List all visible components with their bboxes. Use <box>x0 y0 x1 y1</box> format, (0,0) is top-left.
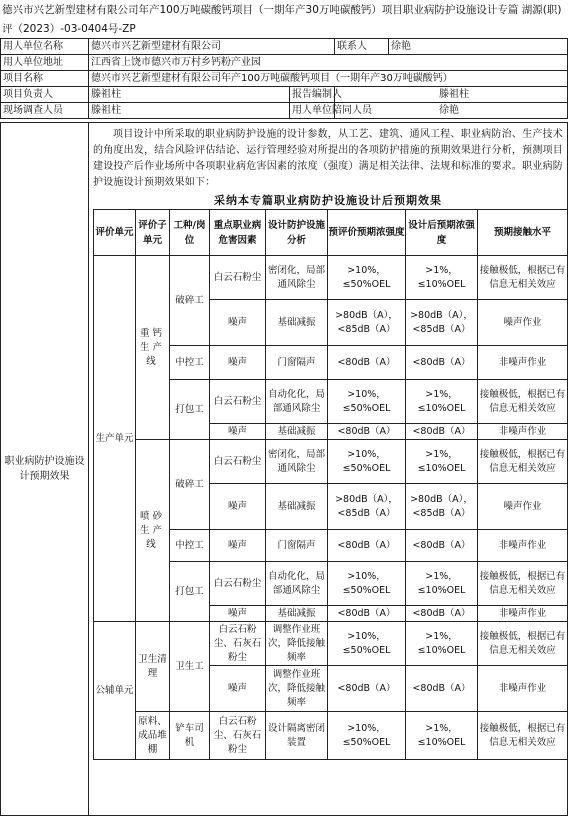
post-cell: <80dB（A） <box>406 530 478 562</box>
factor-cell: 白云石粉尘 <box>210 562 266 606</box>
measure-cell: 基础减振 <box>266 606 328 622</box>
job-pack: 打包工 <box>170 562 210 622</box>
measure-cell: 基础减振 <box>266 424 328 440</box>
manager-value: 滕祖柱 <box>89 87 290 102</box>
expected-effect-table <box>93 209 568 760</box>
level-cell: 接触极低，根据已有信息无相关效应 <box>478 256 568 300</box>
unit-production: 生产单元 <box>94 256 136 622</box>
post-cell: <80dB（A） <box>406 606 478 622</box>
header-factor: 重点职业病危害因素 <box>210 210 266 256</box>
effect-section <box>0 122 568 816</box>
level-cell: 接触极低，根据已有信息无相关效应 <box>478 712 568 760</box>
subunit-heavy: 重钙生产线 <box>136 256 170 440</box>
table-row <box>94 256 568 300</box>
project-value: 德兴市兴艺新型建材有限公司年产100万吨碳酸钙项目（一期年产30万吨碳酸钙） <box>89 71 568 87</box>
project-label: 项目名称 <box>1 71 89 87</box>
pre-cell: <80dB（A） <box>328 346 406 380</box>
post-cell: >1%，≤10%OEL <box>406 562 478 606</box>
post-cell: >1%，≤10%OEL <box>406 380 478 424</box>
header-post: 设计后预期浓强度 <box>406 210 478 256</box>
companion-label: 用人单位陪同人员 <box>292 105 372 116</box>
header-measure: 设计防护设施分析 <box>266 210 328 256</box>
pre-cell: <80dB（A） <box>328 424 406 440</box>
subunit-raw: 原料、成品堆棚 <box>136 712 170 760</box>
header-job: 工种/岗位 <box>170 210 210 256</box>
factor-cell: 白云石粉尘 <box>210 380 266 424</box>
post-cell: >1%，≤10%OEL <box>406 256 478 300</box>
factor-cell: 白云石粉尘、石灰石粉尘 <box>210 712 266 760</box>
post-cell: >80dB（A），<85dB（A） <box>406 484 478 530</box>
header-unit: 评价单元 <box>94 210 136 256</box>
table-row <box>94 440 568 484</box>
job-crush: 破碎工 <box>170 256 210 346</box>
post-cell: >80dB（A），<85dB（A） <box>406 300 478 346</box>
pre-cell: >10%，≤50%OEL <box>328 380 406 424</box>
address-value: 江西省上饶市德兴市万村乡钙粉产业园 <box>89 55 568 71</box>
job-crush: 破碎工 <box>170 440 210 530</box>
level-cell: 噪声作业 <box>478 484 568 530</box>
companion-value: 徐艳 <box>335 103 568 119</box>
factor-cell: 白云石粉尘、石灰石粉尘 <box>210 622 266 666</box>
level-cell: 接触极低，根据已有信息无相关效应 <box>478 440 568 484</box>
section-label: 职业病防护设施设计预期效果 <box>1 123 89 816</box>
post-cell: <80dB（A） <box>406 424 478 440</box>
table-header-row <box>94 210 568 256</box>
contact-value: 徐艳 <box>389 39 568 55</box>
level-cell: 非噪声作业 <box>478 424 568 440</box>
factor-cell: 噪声 <box>210 484 266 530</box>
factor-cell: 白云石粉尘 <box>210 256 266 300</box>
subunit-spray: 喷砂生产线 <box>136 440 170 622</box>
level-cell: 接触极低，根据已有信息无相关效应 <box>478 562 568 606</box>
header-pre: 预评价预期浓强度 <box>328 210 406 256</box>
measure-cell: 调整作业班次，降低接触频率 <box>266 622 328 666</box>
pre-cell: <80dB（A） <box>328 530 406 562</box>
surveyor-label: 现场调查人员 <box>1 103 89 119</box>
measure-cell: 设计隔离密闭装置 <box>266 712 328 760</box>
measure-cell: 调整作业班次，降低接触频率 <box>266 666 328 712</box>
level-cell: 非噪声作业 <box>478 666 568 712</box>
measure-cell: 基础减振 <box>266 300 328 346</box>
measure-cell: 密闭化，局部通风除尘 <box>266 256 328 300</box>
job-pack: 打包工 <box>170 380 210 440</box>
manager-label: 项目负责人 <box>1 87 89 103</box>
measure-cell: 门窗隔声 <box>266 346 328 380</box>
job-control: 中控工 <box>170 530 210 562</box>
factor-cell: 噪声 <box>210 530 266 562</box>
table-title: 采纳本专篇职业病防护设施设计后预期效果 <box>214 194 442 207</box>
pre-cell: >10%，≤50%OEL <box>328 562 406 606</box>
level-cell: 接触极低，根据已有信息无相关效应 <box>478 622 568 666</box>
contact-label: 联系人 <box>335 39 389 55</box>
job-hygiene: 卫生工 <box>170 622 210 712</box>
pre-cell: >10%，≤50%OEL <box>328 440 406 484</box>
author-value: 滕祖柱 <box>335 87 568 103</box>
level-cell: 接触极低，根据已有信息无相关效应 <box>478 380 568 424</box>
factor-cell: 噪声 <box>210 346 266 380</box>
unit-aux: 公辅单元 <box>94 622 136 760</box>
post-cell: >1%，≤10%OEL <box>406 440 478 484</box>
table-row <box>94 622 568 666</box>
factor-cell: 白云石粉尘 <box>210 440 266 484</box>
factor-cell: 噪声 <box>210 606 266 622</box>
surveyor-value: 滕祖柱 <box>89 103 290 118</box>
header-subunit: 评价子单元 <box>136 210 170 256</box>
level-cell: 噪声作业 <box>478 300 568 346</box>
employer-value: 德兴市兴艺新型建材有限公司 <box>89 39 335 55</box>
post-cell: >1%，≤10%OEL <box>406 622 478 666</box>
document-title: 德兴市兴艺新型建材有限公司年产100万吨碳酸钙项目（一期年产30万吨碳酸钙）项目职业病防护设施设计专篇 湖源(职)评（2023）-03-0404号-ZP <box>2 4 562 35</box>
measure-cell: 自动化化，局部通风除尘 <box>266 562 328 606</box>
level-cell: 非噪声作业 <box>478 346 568 380</box>
address-label: 用人单位地址 <box>1 55 89 71</box>
factor-cell: 噪声 <box>210 666 266 712</box>
job-loader: 铲车司机 <box>170 712 210 760</box>
author-label: 报告编制人 <box>292 89 342 100</box>
employer-label: 用人单位名称 <box>1 39 89 55</box>
measure-cell: 门窗隔声 <box>266 530 328 562</box>
pre-cell: >10%，≤50%OEL <box>328 622 406 666</box>
header-level: 预期接触水平 <box>478 210 568 256</box>
pre-cell: >10%，≤50%OEL <box>328 712 406 760</box>
factor-cell: 噪声 <box>210 424 266 440</box>
pre-cell: >80dB（A），<85dB（A） <box>328 484 406 530</box>
subunit-hygiene: 卫生清理 <box>136 622 170 712</box>
job-control: 中控工 <box>170 346 210 380</box>
level-cell: 非噪声作业 <box>478 530 568 562</box>
post-cell: <80dB（A） <box>406 346 478 380</box>
intro-paragraph: 项目设计中所采取的职业病防护设施的设计参数，从工艺、建筑、通风工程、职业病防治、生产技术的角度出发，结合风险评估结论、运行管理经验对所提出的各项防护措施的预期效果进行分析，预测项目建设投产后作业场所中各项职业病危害因素的浓度（强度）满足相关法律、法规和标准的要求。职业病防护设施设计预期效果如下： <box>93 129 563 188</box>
post-cell: <80dB（A） <box>406 666 478 712</box>
pre-cell: <80dB（A） <box>328 606 406 622</box>
pre-cell: <80dB（A） <box>328 666 406 712</box>
project-info-table <box>0 38 568 119</box>
table-row <box>94 712 568 760</box>
measure-cell: 基础减振 <box>266 484 328 530</box>
measure-cell: 密闭化，局部通风除尘 <box>266 440 328 484</box>
factor-cell: 噪声 <box>210 300 266 346</box>
level-cell: 非噪声作业 <box>478 606 568 622</box>
pre-cell: >10%，≤50%OEL <box>328 256 406 300</box>
pre-cell: >80dB（A），<85dB（A） <box>328 300 406 346</box>
post-cell: >1%，≤10%OEL <box>406 712 478 760</box>
measure-cell: 自动化化，局部通风除尘 <box>266 380 328 424</box>
